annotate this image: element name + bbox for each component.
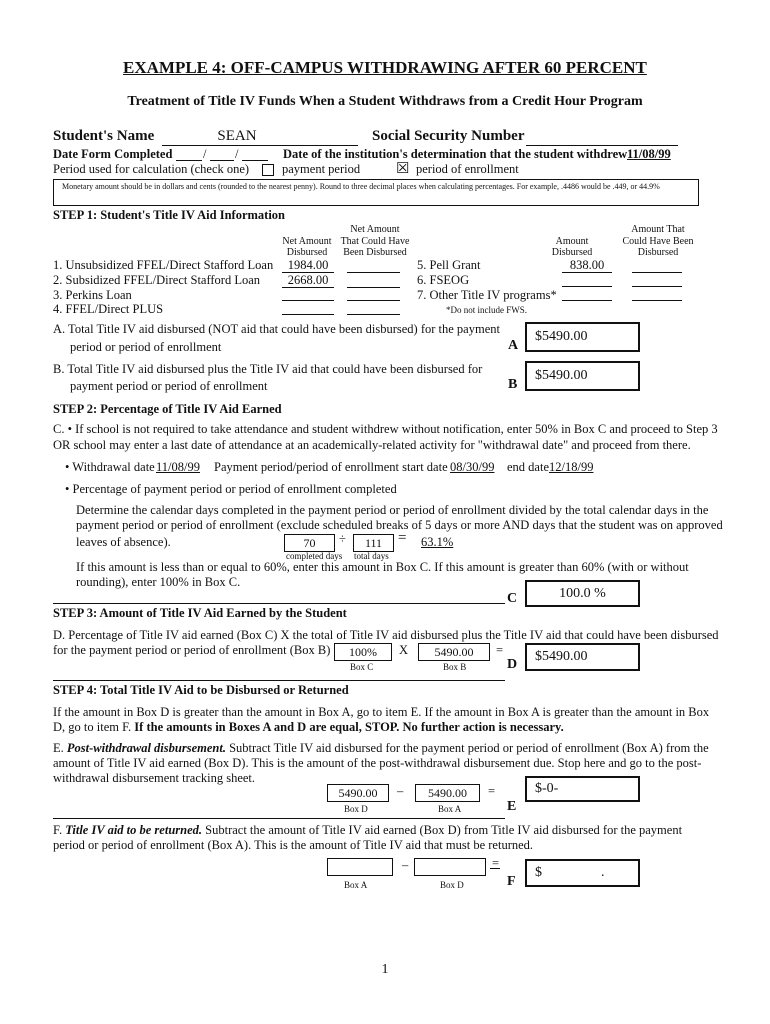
end-label: end date xyxy=(507,460,549,474)
a-text-2: period or period of enrollment xyxy=(70,340,222,354)
loan-disbursed-field[interactable] xyxy=(282,300,334,301)
withdrawal-label: • Withdrawal date xyxy=(65,460,155,474)
b-text-2: payment period or period of enrollment xyxy=(70,379,268,393)
grant-could-field[interactable] xyxy=(632,272,682,273)
f-prefix: F. xyxy=(53,823,63,837)
note-text: Monetary amount should be in dollars and cents (rounded to the nearest penny). Round to three decimal places when calculating percentages. For example, .4486 would be .449, or 44.9% xyxy=(62,182,660,191)
grant-disbursed-field[interactable] xyxy=(562,300,612,301)
determination-value[interactable]: 11/08/99 xyxy=(627,147,671,161)
withdrawal-value[interactable]: 11/08/99 xyxy=(156,460,200,474)
box-f-letter: F xyxy=(507,874,516,889)
payment-period-checkbox[interactable] xyxy=(262,164,274,176)
e-text-3: withdrawal disbursement tracking sheet. xyxy=(53,771,256,785)
box-a-letter: A xyxy=(508,338,519,353)
grant-row-label: 5. Pell Grant xyxy=(417,258,481,272)
e-box-a-label: Box A xyxy=(438,804,462,814)
box-f[interactable] xyxy=(525,859,640,887)
loan-disbursed-value[interactable]: 1984.00 xyxy=(287,258,329,272)
date-form-label: Date Form Completed xyxy=(53,147,173,161)
divide-sign: ÷ xyxy=(339,532,346,546)
d-box-b[interactable]: 5490.00 xyxy=(418,643,490,661)
e-line-1 xyxy=(53,741,709,756)
student-name-line xyxy=(162,145,358,146)
f-box-a[interactable] xyxy=(327,858,393,876)
c-text-2: OR school may enter a last date of attendance at an academically-related activity for "withdrawal date" and proceed from there. xyxy=(53,438,691,452)
box-a[interactable]: $5490.00 xyxy=(525,322,640,352)
loan-row-label: 3. Perkins Loan xyxy=(53,288,132,302)
note-box xyxy=(53,179,699,206)
col-net-could-l2: That Could Have xyxy=(340,236,410,247)
loan-disbursed-value[interactable]: 2668.00 xyxy=(287,273,329,287)
step4-text-1: If the amount in Box D is greater than the amount in Box A, go to item E. If the amount in Box A is greater than the amount in Box xyxy=(53,705,710,719)
step4-text-2 xyxy=(53,720,564,735)
box-c-label: Box C xyxy=(350,662,374,672)
f-box-d[interactable] xyxy=(414,858,486,876)
f-text-1: Subtract the amount of Title IV aid earned (Box D) from Title IV aid disbursed for the payment xyxy=(205,823,683,837)
col-amount-could-l3: Disbursed xyxy=(637,247,679,258)
d-box-c[interactable]: 100% xyxy=(334,643,392,661)
step4-text-2b: If the amounts in Boxes A and D are equal, STOP. No further action is necessary. xyxy=(134,720,564,734)
box-e-letter: E xyxy=(507,799,517,814)
date-form-sep2: / xyxy=(235,147,239,161)
if-text-2: rounding), enter 100% in Box C. xyxy=(76,575,241,589)
f-minus-sign: – xyxy=(402,858,409,872)
divider xyxy=(53,603,505,604)
e-prefix: E. xyxy=(53,741,64,755)
loan-disbursed-field[interactable] xyxy=(282,314,334,315)
box-d[interactable]: $5490.00 xyxy=(525,643,640,671)
loan-could-field[interactable] xyxy=(347,300,400,301)
determination-label: Date of the institution's determination that the student withdrew xyxy=(283,147,628,161)
determine-1: Determine the calendar days completed in the payment period or period of enrollment divided by the total calendar days in the xyxy=(76,503,709,517)
completed-days-box[interactable]: 70 xyxy=(284,534,335,552)
d-equals-sign: = xyxy=(496,643,504,657)
total-days-label: total days xyxy=(354,551,389,561)
divider xyxy=(53,680,505,681)
total-days-box[interactable]: 111 xyxy=(353,534,394,552)
loan-could-field[interactable] xyxy=(347,272,400,273)
col-amount-could-l2: Could Have Been xyxy=(622,236,694,247)
ssn-field[interactable] xyxy=(526,145,678,146)
grant-row-label: 7. Other Title IV programs* xyxy=(417,288,557,302)
page-subtitle: Treatment of Title IV Funds When a Student Withdraws from a Credit Hour Program xyxy=(127,94,643,109)
if-text-1: If this amount is less than or equal to 60%, enter this amount in Box C. If this amount is greater than 60% (with or without xyxy=(76,560,689,574)
ssn-label: Social Security Number xyxy=(372,128,525,144)
b-text-1: B. Total Title IV aid disbursed plus the Title IV aid that could have been disbursed for xyxy=(53,362,483,376)
page-title: EXAMPLE 4: OFF-CAMPUS WITHDRAWING AFTER 60 PERCENT xyxy=(123,58,647,77)
equals-sign: = xyxy=(398,530,407,546)
enrollment-checkbox[interactable]: ☒ xyxy=(396,161,410,177)
e-box-a[interactable]: 5490.00 xyxy=(415,784,480,802)
end-value[interactable]: 12/18/99 xyxy=(549,460,594,474)
col-net-disbursed-l2: Disbursed xyxy=(286,247,328,258)
box-f-dollar: $ xyxy=(535,865,542,880)
col-amount-disbursed-l2: Disbursed xyxy=(551,247,593,258)
e-text-1: Subtract Title IV aid disbursed for the payment period or period of enrollment (Box A) from the xyxy=(229,741,709,755)
f-text-2: period or period of enrollment (Box A). This is the amount of Title IV aid that must be returned. xyxy=(53,838,534,852)
box-c-letter: C xyxy=(507,591,518,606)
col-net-disbursed-l1: Net Amount xyxy=(282,236,332,247)
grant-disbursed-field[interactable] xyxy=(562,286,612,287)
step4-heading: STEP 4: Total Title IV Aid to be Disbursed or Returned xyxy=(53,683,349,697)
fws-note: *Do not include FWS. xyxy=(446,305,527,315)
loan-row-label: 1. Unsubsidized FFEL/Direct Stafford Loan xyxy=(53,258,274,272)
loan-row-label: 4. FFEL/Direct PLUS xyxy=(53,302,164,316)
box-d-letter: D xyxy=(507,657,518,672)
col-amount-could-l1: Amount That xyxy=(631,224,685,235)
box-b-label: Box B xyxy=(443,662,467,672)
date-form-month[interactable] xyxy=(176,160,202,161)
loan-could-field[interactable] xyxy=(347,314,400,315)
f-equals-sign: = xyxy=(492,856,500,870)
grant-could-field[interactable] xyxy=(632,286,682,287)
grant-could-field[interactable] xyxy=(632,300,682,301)
e-equals-sign: = xyxy=(488,784,496,798)
e-box-d[interactable]: 5490.00 xyxy=(327,784,389,802)
c-text-1: C. • If school is not required to take attendance and student withdrew without notification, enter 50% in Box C and proceed to Step 3 xyxy=(53,422,718,436)
box-e[interactable]: $-0- xyxy=(525,776,640,802)
page-number: 1 xyxy=(381,962,389,977)
step3-heading: STEP 3: Amount of Title IV Aid Earned by the Student xyxy=(53,606,347,620)
e-box-d-label: Box D xyxy=(344,804,368,814)
pct-result[interactable]: 63.1% xyxy=(421,535,454,549)
enrollment-label: period of enrollment xyxy=(416,162,519,176)
col-amount-disbursed-l1: Amount xyxy=(555,236,589,247)
e-title: Post-withdrawal disbursement. xyxy=(66,741,226,755)
col-net-could-l3: Been Disbursed xyxy=(343,247,407,258)
d-text-1: D. Percentage of Title IV aid earned (Box C) X the total of Title IV aid disbursed plus the Title IV aid that could have been disbursed xyxy=(53,628,719,642)
e-text-2: amount of Title IV aid earned (Box D). This is the amount of the post-withdrawal disbursement due. Stop here and go to the post- xyxy=(53,756,702,770)
f-box-a-label: Box A xyxy=(344,880,368,890)
date-form-day[interactable] xyxy=(210,160,234,161)
date-form-year[interactable] xyxy=(242,160,268,161)
student-name-label: Student's Name xyxy=(53,128,155,144)
divider xyxy=(53,818,505,819)
box-c[interactable]: 100.0 % xyxy=(525,580,640,607)
grant-row-label: 6. FSEOG xyxy=(417,273,470,287)
f-equals-line xyxy=(490,868,500,869)
loan-could-field[interactable] xyxy=(347,287,400,288)
f-title: Title IV aid to be returned. xyxy=(65,823,203,837)
f-box-d-label: Box D xyxy=(440,880,464,890)
e-minus-sign: – xyxy=(397,784,404,798)
col-net-could-l1: Net Amount xyxy=(350,224,400,235)
grant-disbursed-value[interactable]: 838.00 xyxy=(569,258,605,272)
pct-label: • Percentage of payment period or period of enrollment completed xyxy=(65,482,397,496)
completed-days-label: completed days xyxy=(286,551,343,561)
start-label: Payment period/period of enrollment start date xyxy=(214,460,448,474)
d-text-2: for the payment period or period of enrollment (Box B) xyxy=(53,643,331,657)
box-f-dot: . xyxy=(601,865,605,880)
f-line-1 xyxy=(53,823,682,838)
date-form-sep1: / xyxy=(203,147,207,161)
step4-text-2a: D, go to item F. xyxy=(53,720,132,734)
start-value[interactable]: 08/30/99 xyxy=(450,460,495,474)
step1-heading: STEP 1: Student's Title IV Aid Information xyxy=(53,208,286,222)
box-b[interactable]: $5490.00 xyxy=(525,361,640,391)
student-name-value[interactable]: SEAN xyxy=(217,128,257,144)
loan-row-label: 2. Subsidized FFEL/Direct Stafford Loan xyxy=(53,273,261,287)
determine-3: leaves of absence). xyxy=(76,535,171,549)
step2-heading: STEP 2: Percentage of Title IV Aid Earned xyxy=(53,402,282,416)
payment-period-label: payment period xyxy=(282,162,361,176)
a-text-1: A. Total Title IV aid disbursed (NOT aid that could have been disbursed) for the payment xyxy=(53,322,500,336)
period-label: Period used for calculation (check one) xyxy=(53,162,250,176)
determine-2: payment period or period of enrollment (exclude scheduled breaks of 5 days or more AND days that the student was on approved xyxy=(76,518,723,532)
times-sign: X xyxy=(399,643,409,657)
box-b-letter: B xyxy=(508,377,518,392)
